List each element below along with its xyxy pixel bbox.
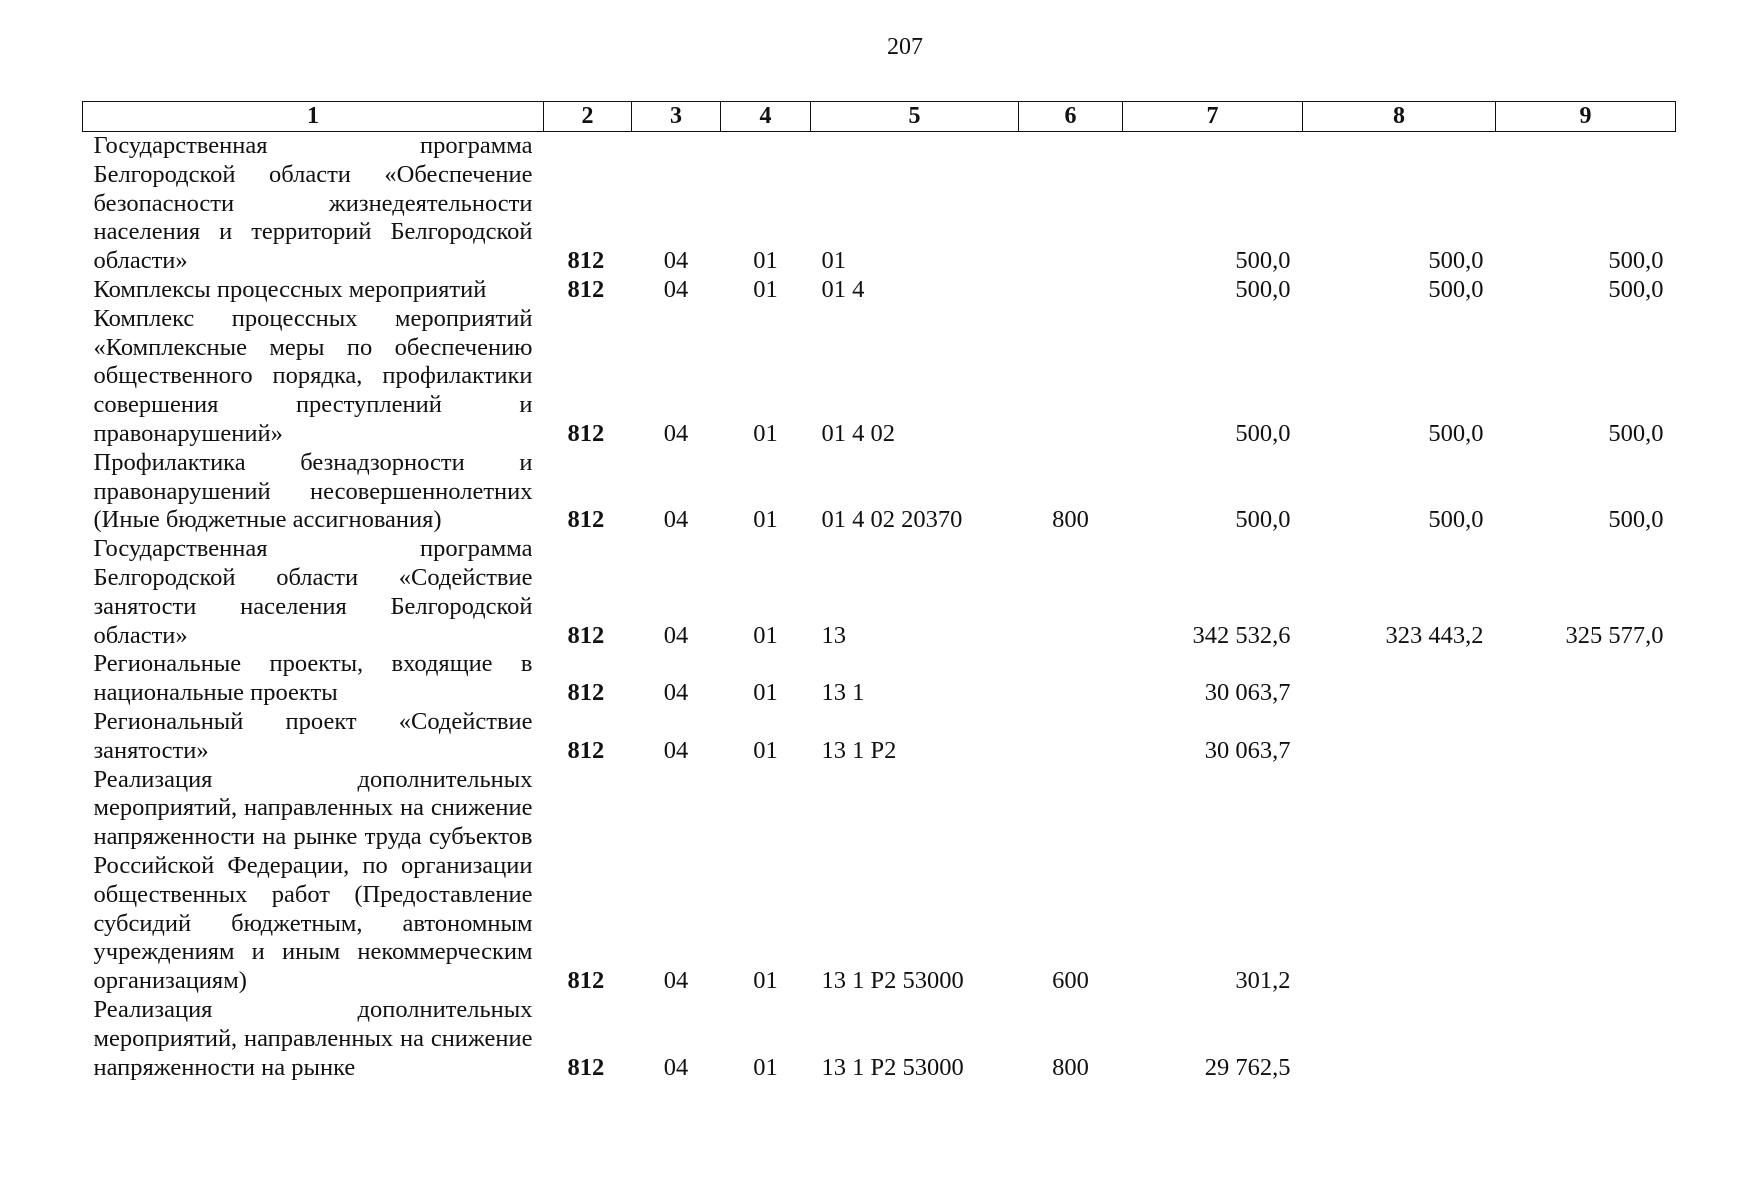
table-row [83, 535, 1676, 650]
subsection-code: 01 [753, 736, 778, 764]
row-name: Реализация дополнительных мероприятий, направленных на снижение напряженности на рынке [93, 995, 533, 1081]
table-header-row [83, 102, 1676, 132]
row-name: Государственная программа Белгородской области «Содействие занятости населения Белгородской области» [93, 535, 533, 649]
amount-year-1: 29 762,5 [1204, 1053, 1291, 1081]
table-row [83, 996, 1676, 1082]
section-code: 04 [663, 967, 689, 995]
amount-year-1: 500,0 [1235, 247, 1291, 275]
amount-year-3 [1496, 996, 1676, 1082]
table-row [83, 276, 1676, 305]
row-name: Региональный проект «Содействие занятости» [93, 707, 533, 764]
column-header: 5 [811, 102, 1019, 132]
amount-year-3: 500,0 [1608, 275, 1664, 303]
expense-type: 600 [1052, 967, 1089, 995]
column-header: 7 [1123, 102, 1303, 132]
column-header: 2 [544, 102, 632, 132]
target-code: 13 1 [821, 679, 865, 707]
amount-year-3: 500,0 [1608, 247, 1664, 275]
table-row [83, 766, 1676, 996]
target-code: 13 1 Р2 [821, 736, 897, 764]
amount-year-1: 30 063,7 [1204, 736, 1291, 764]
amount-year-1: 500,0 [1235, 275, 1291, 303]
row-name: Комплексы процессных мероприятий [93, 275, 487, 303]
amount-year-1: 301,2 [1235, 967, 1291, 995]
subsection-code: 01 [753, 679, 778, 707]
amount-year-2 [1303, 766, 1496, 996]
column-header: 6 [1019, 102, 1123, 132]
row-name: Реализация дополнительных мероприятий, направленных на снижение напряженности на рынке труда субъектов Российской Федерации, по организации общественных работ (Предоставление субсидий бюджетным, автономным учреждениям и иным некоммерческим организациям) [93, 765, 533, 995]
column-header: 1 [83, 102, 544, 132]
admin-code: 812 [567, 1053, 605, 1081]
page-number: 207 [887, 34, 923, 60]
column-header: 3 [632, 102, 721, 132]
admin-code: 812 [567, 679, 605, 707]
amount-year-2: 323 443,2 [1385, 621, 1484, 649]
amount-year-1: 30 063,7 [1204, 679, 1291, 707]
subsection-code: 01 [753, 621, 778, 649]
section-code: 04 [663, 506, 689, 534]
amount-year-2: 500,0 [1428, 506, 1484, 534]
table-row [83, 305, 1676, 449]
amount-year-2 [1303, 650, 1496, 708]
budget-table [82, 101, 1676, 1082]
row-name: Региональные проекты, входящие в национальные проекты [93, 650, 533, 707]
amount-year-3 [1496, 650, 1676, 708]
amount-year-1: 500,0 [1235, 419, 1291, 447]
subsection-code: 01 [753, 506, 778, 534]
admin-code: 812 [567, 275, 605, 303]
expense-type [1019, 535, 1123, 650]
row-name: Государственная программа Белгородской области «Обеспечение безопасности жизнедеятельности населения и территорий Белгородской области» [93, 132, 533, 275]
expense-type [1019, 132, 1123, 276]
subsection-code: 01 [753, 419, 778, 447]
target-code: 01 4 [821, 275, 865, 303]
subsection-code: 01 [753, 247, 778, 275]
admin-code: 812 [567, 621, 605, 649]
amount-year-2: 500,0 [1428, 275, 1484, 303]
amount-year-2 [1303, 996, 1496, 1082]
table-row [83, 650, 1676, 708]
amount-year-1: 500,0 [1235, 506, 1291, 534]
table-row [83, 449, 1676, 535]
amount-year-1: 342 532,6 [1192, 621, 1291, 649]
amount-year-3: 500,0 [1608, 419, 1664, 447]
expense-type [1019, 305, 1123, 449]
column-header: 9 [1496, 102, 1676, 132]
expense-type [1019, 276, 1123, 305]
row-name: Комплекс процессных мероприятий «Комплексные меры по обеспечению общественного порядка, профилактики совершения преступлений и правонарушений» [93, 304, 533, 447]
amount-year-3: 500,0 [1608, 506, 1664, 534]
section-code: 04 [663, 1053, 689, 1081]
column-header: 8 [1303, 102, 1496, 132]
amount-year-3 [1496, 708, 1676, 766]
amount-year-3: 325 577,0 [1565, 621, 1664, 649]
admin-code: 812 [567, 419, 605, 447]
target-code: 01 4 02 [821, 419, 895, 447]
expense-type [1019, 650, 1123, 708]
subsection-code: 01 [753, 1053, 778, 1081]
target-code: 13 1 Р2 53000 [821, 1053, 964, 1081]
admin-code: 812 [567, 967, 605, 995]
target-code: 13 1 Р2 53000 [821, 967, 964, 995]
table-row [83, 132, 1676, 276]
section-code: 04 [663, 621, 689, 649]
expense-type: 800 [1052, 1053, 1089, 1081]
target-code: 01 4 02 20370 [821, 506, 963, 534]
expense-type [1019, 708, 1123, 766]
subsection-code: 01 [753, 967, 778, 995]
section-code: 04 [663, 419, 689, 447]
amount-year-2: 500,0 [1428, 247, 1484, 275]
subsection-code: 01 [753, 275, 778, 303]
target-code: 01 [821, 247, 846, 275]
admin-code: 812 [567, 506, 605, 534]
section-code: 04 [663, 679, 689, 707]
admin-code: 812 [567, 247, 605, 275]
expense-type: 800 [1052, 506, 1089, 534]
amount-year-2 [1303, 708, 1496, 766]
table-row [83, 708, 1676, 766]
section-code: 04 [663, 275, 689, 303]
amount-year-3 [1496, 766, 1676, 996]
admin-code: 812 [567, 736, 605, 764]
section-code: 04 [663, 247, 689, 275]
section-code: 04 [663, 736, 689, 764]
row-name: Профилактика безнадзорности и правонарушений несовершеннолетних (Иные бюджетные ассигнования) [93, 448, 533, 534]
column-header: 4 [721, 102, 811, 132]
target-code: 13 [821, 621, 846, 649]
amount-year-2: 500,0 [1428, 419, 1484, 447]
